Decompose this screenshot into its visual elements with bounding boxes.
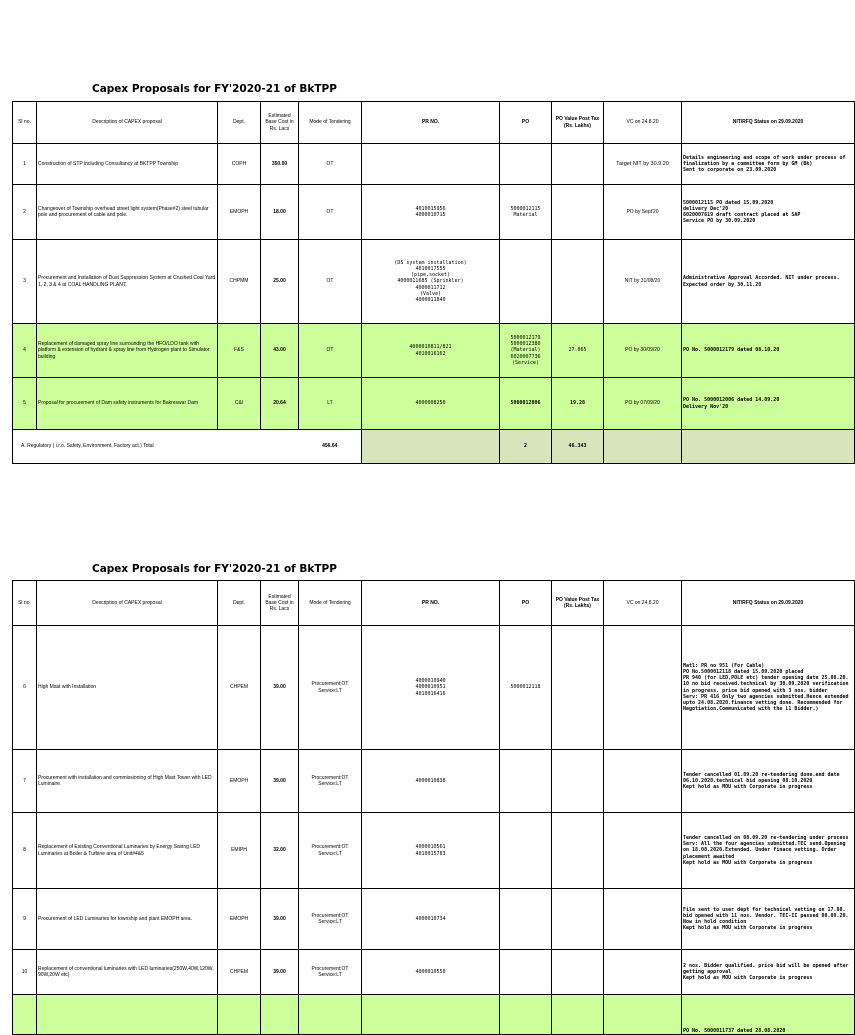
cell-po-value bbox=[552, 995, 604, 1035]
header-po-value: PO Value Post Tax (Rs. Lakhs) bbox=[552, 102, 604, 144]
header-description: Description of CAPEX proposal bbox=[37, 581, 218, 626]
header-cost: Estimated Base Cost in Rs. Lacs bbox=[261, 581, 299, 626]
cell-mode: OT bbox=[299, 324, 362, 378]
total-vc-blank bbox=[604, 430, 682, 464]
cell-nit-status: 2 nos. Bidder qualified. price bid will be opened after getting approval Kept hold as MOU with Corporate in progress bbox=[682, 950, 855, 995]
cell-cost bbox=[261, 995, 299, 1035]
cell-cost: 18.00 bbox=[261, 185, 299, 240]
cell-slno: 7 bbox=[13, 750, 37, 813]
cell-po bbox=[500, 995, 552, 1035]
cell-nit-status: Tender cancelled 01.09.20 re-tendering done.end date 06.10.2020.technical bid opening 08.10.2020 Kept hold as MOU with Corporate in progress bbox=[682, 750, 855, 813]
cell-cost: 43.00 bbox=[261, 324, 299, 378]
table-row bbox=[13, 378, 855, 430]
cell-po-value bbox=[552, 240, 604, 324]
cell-vc: PO by Sept'20 bbox=[604, 185, 682, 240]
header-slno: Sl no. bbox=[13, 102, 37, 144]
total-label: A. Regulatory ( i.r.o. Safety, Environment, Factory act.) Total bbox=[13, 430, 299, 464]
header-cost: Estimated Base Cost in Rs. Lacs bbox=[261, 102, 299, 144]
cell-po-value: 19.28 bbox=[552, 378, 604, 430]
header-nit-status: NIT/RFQ Status on 29.09.2020 bbox=[682, 102, 855, 144]
cell-pr-no: 4010015956 4000010715 bbox=[362, 185, 500, 240]
cell-vc bbox=[604, 813, 682, 889]
total-row bbox=[13, 430, 855, 464]
cell-cost: 39.00 bbox=[261, 750, 299, 813]
cell-vc bbox=[604, 750, 682, 813]
cell-nit-status: 5000012115 PO dated 15.09.2020 delivery Dec'20 6020007619 draft contract placed at SAP Service PO by 30.09.2020 bbox=[682, 185, 855, 240]
page-title: Capex Proposals for FY'2020-21 of BkTPP bbox=[92, 83, 337, 95]
cell-po-value bbox=[552, 889, 604, 950]
cell-nit-status: Tender cancelled on 08.09.20 re-tendering under process Serv: All the four agencies submitted.TEC send.Opening on 18.08.2020.Extended. Under finace vetting. Order placement awaited Kept hold as MOU with Corporate in progress bbox=[682, 813, 855, 889]
cell-description: Replacement of damaged spray line surrounding the HFO/LDO tank with platform & extension of hydrant & spray line from Hydrogen plant to Simulator building bbox=[37, 324, 218, 378]
cell-po-value bbox=[552, 144, 604, 185]
cell-cost: 25.00 bbox=[261, 240, 299, 324]
cell-po bbox=[500, 889, 552, 950]
cell-po-value bbox=[552, 185, 604, 240]
header-po: PO bbox=[500, 102, 552, 144]
total-po-value: 46.343 bbox=[552, 430, 604, 464]
cell-dept: C&I bbox=[218, 378, 261, 430]
cell-description: Procurement with installation and commissioning of High Mast Tower with LED Luminaire. bbox=[37, 750, 218, 813]
header-mode: Mode of Tendering bbox=[299, 581, 362, 626]
table-row bbox=[13, 626, 855, 750]
cell-nit-status: PO No. 5000012006 dated 14.09.20 Delivery Nov'20 bbox=[682, 378, 855, 430]
table-row bbox=[13, 889, 855, 950]
cell-vc: PO by 07/09/20 bbox=[604, 378, 682, 430]
table-row bbox=[13, 324, 855, 378]
cell-po-value: 27.065 bbox=[552, 324, 604, 378]
cell-pr-no: 4000010550 bbox=[362, 950, 500, 995]
cell-mode: LT bbox=[299, 378, 362, 430]
table-row bbox=[13, 995, 855, 1035]
cell-po: 5000012115 Material bbox=[500, 185, 552, 240]
cell-po: 5000012118 bbox=[500, 626, 552, 750]
cell-dept: COPH bbox=[218, 144, 261, 185]
cell-po bbox=[500, 950, 552, 995]
cell-pr-no bbox=[362, 144, 500, 185]
cell-dept bbox=[218, 995, 261, 1035]
header-slno: Sl no. bbox=[13, 581, 37, 626]
capex-table-2 bbox=[12, 580, 855, 1035]
header-pr-no: PR NO. bbox=[362, 581, 500, 626]
cell-nit-status: File sent to user dept for technical vetting on 17.08. bid opened with 11 nos. Vendor. TEC-II passed 08.09.20. Now in hold condition Kept hold as MOU with Corporate in progress bbox=[682, 889, 855, 950]
cell-dept: EMOPH bbox=[218, 750, 261, 813]
header-vc: VC on 24.8.20 bbox=[604, 581, 682, 626]
cell-slno: 6 bbox=[13, 626, 37, 750]
cell-pr-no: 4000010811/821 4010016162 bbox=[362, 324, 500, 378]
cell-cost: 32.00 bbox=[261, 813, 299, 889]
cell-description: Procurement and Installation of Dust Suppression System at Crushed Coal Yard 1, 2, 3 & 4 at COAL HANDLING PLANT. bbox=[37, 240, 218, 324]
cell-description: Replacement of conventional luminaries with LED luminaries(250W,40W,120W, 90W,20W etc) bbox=[37, 950, 218, 995]
cell-dept: F&S bbox=[218, 324, 261, 378]
cell-po bbox=[500, 750, 552, 813]
cell-pr-no: 4000010838 bbox=[362, 750, 500, 813]
cell-mode: Procurement:OT Service:LT bbox=[299, 950, 362, 995]
cell-vc bbox=[604, 626, 682, 750]
cell-slno: 8 bbox=[13, 813, 37, 889]
cell-description: Construction of STP including Consultancy at BKTPP Township bbox=[37, 144, 218, 185]
table-row bbox=[13, 750, 855, 813]
cell-description: Procurement of LED Luminaries for township and plant EMOPH area. bbox=[37, 889, 218, 950]
header-nit-status: NIT/RFQ Status on 29.09.2020 bbox=[682, 581, 855, 626]
table-row bbox=[13, 813, 855, 889]
header-description: Description of CAPEX proposal bbox=[37, 102, 218, 144]
cell-po-value bbox=[552, 626, 604, 750]
page-title-2: Capex Proposals for FY'2020-21 of BkTPP bbox=[92, 563, 337, 575]
cell-slno: 4 bbox=[13, 324, 37, 378]
cell-vc bbox=[604, 950, 682, 995]
cell-po-value bbox=[552, 750, 604, 813]
header-vc: VC on 24.8.20 bbox=[604, 102, 682, 144]
cell-description bbox=[37, 995, 218, 1035]
header-po: PO bbox=[500, 581, 552, 626]
cell-mode: OT bbox=[299, 240, 362, 324]
cell-pr-no: 4000008250 bbox=[362, 378, 500, 430]
cell-po bbox=[500, 144, 552, 185]
cell-mode: Procurement:OT Service:LT bbox=[299, 626, 362, 750]
cell-po: 5000012179 5000012380 (Material) 6020007736 (Service) bbox=[500, 324, 552, 378]
cell-cost: 39.00 bbox=[261, 626, 299, 750]
cell-slno: 3 bbox=[13, 240, 37, 324]
table-row bbox=[13, 950, 855, 995]
total-po-count: 2 bbox=[500, 430, 552, 464]
cell-nit-status: Details engineering and scope of work under process of finalization by a committee form by GM (Bk) Sent to corporate on 23.09.2020 bbox=[682, 144, 855, 185]
cell-dept: CHPEM bbox=[218, 950, 261, 995]
table-header-row bbox=[13, 581, 855, 626]
table-header-row bbox=[13, 102, 855, 144]
cell-cost: 350.00 bbox=[261, 144, 299, 185]
header-mode: Mode of Tendering bbox=[299, 102, 362, 144]
cell-po bbox=[500, 813, 552, 889]
cell-mode: Procurement:OT Service:LT bbox=[299, 813, 362, 889]
total-cost: 456.64 bbox=[299, 430, 362, 464]
table-row bbox=[13, 144, 855, 185]
cell-po bbox=[500, 240, 552, 324]
cell-slno: 10 bbox=[13, 950, 37, 995]
cell-dept: EMOPH bbox=[218, 185, 261, 240]
cell-mode bbox=[299, 995, 362, 1035]
cell-pr-no: 4000010734 bbox=[362, 889, 500, 950]
cell-description: Changeover of Township overhead street light system(Phase#2) steel tubular pole and procurement of cable and pole. bbox=[37, 185, 218, 240]
cell-slno: 2 bbox=[13, 185, 37, 240]
table-row bbox=[13, 185, 855, 240]
cell-pr-no: 4000010561 4010015783 bbox=[362, 813, 500, 889]
cell-dept: CHPEM bbox=[218, 626, 261, 750]
cell-description: Proposal for procurement of Dam safety instruments for Bakreswar Dam bbox=[37, 378, 218, 430]
cell-mode: OT bbox=[299, 185, 362, 240]
cell-slno: 1 bbox=[13, 144, 37, 185]
cell-po-value bbox=[552, 950, 604, 995]
cell-vc bbox=[604, 995, 682, 1035]
cell-nit-status: Matl: PR no 951 (For Cable) PO No.5000012118 dated 15.09.2020 placed PR 940 (for LED,POLE etc) tender opening date 25.08.20. 10 no bid received.technical by 30.09.2020 verification in progress. price bid opened with 3 nos. bidder Serv: PR 416 Only two agencies submitted.Hence extended upto 24.08.2020.finance vetting done. Recommended for Negotiation.Communicated with the L1 Bidder.) bbox=[682, 626, 855, 750]
cell-slno: 5 bbox=[13, 378, 37, 430]
cell-pr-no: (DS system installation) 4010017555 (pipe,socket) 4000011685 (Sprinkler) 4000011712 (Valve) 4000011840 bbox=[362, 240, 500, 324]
total-pr-blank bbox=[362, 430, 500, 464]
cell-cost: 20.64 bbox=[261, 378, 299, 430]
cell-pr-no: 4000010940 4000010951 4010016416 bbox=[362, 626, 500, 750]
cell-po: 5000012006 bbox=[500, 378, 552, 430]
header-po-value: PO Value Post Tax (Rs. Lakhs) bbox=[552, 581, 604, 626]
cell-dept: CHPMM bbox=[218, 240, 261, 324]
header-dept: Dept. bbox=[218, 102, 261, 144]
cell-nit-status: PO No. 5000011737 dated 28.08.2020 bbox=[682, 995, 855, 1035]
cell-dept: EMIPH bbox=[218, 813, 261, 889]
header-pr-no: PR NO. bbox=[362, 102, 500, 144]
table-row bbox=[13, 240, 855, 324]
cell-cost: 39.00 bbox=[261, 950, 299, 995]
cell-vc bbox=[604, 889, 682, 950]
total-nit-blank bbox=[682, 430, 855, 464]
cell-po-value bbox=[552, 813, 604, 889]
cell-description: High Mast with Installation bbox=[37, 626, 218, 750]
cell-pr-no bbox=[362, 995, 500, 1035]
cell-mode: OT bbox=[299, 144, 362, 185]
cell-mode: Procurement:OT Service:LT bbox=[299, 750, 362, 813]
cell-nit-status: Administrative Approval Accorded. NIT under process. Expected order by 30.11.20 bbox=[682, 240, 855, 324]
cell-nit-status: PO No. 5000012179 dated 08.10.20 bbox=[682, 324, 855, 378]
capex-table-1 bbox=[12, 101, 855, 464]
cell-dept: EMOPH bbox=[218, 889, 261, 950]
cell-slno: 9 bbox=[13, 889, 37, 950]
cell-vc: NIT by 31/08/20 bbox=[604, 240, 682, 324]
cell-vc: Target NIT by 30.9.20 bbox=[604, 144, 682, 185]
header-dept: Dept. bbox=[218, 581, 261, 626]
cell-mode: Procurement:OT Service:LT bbox=[299, 889, 362, 950]
cell-description: Replacement of Existing Conventional Luminaries by Energy Saving LED Luminaries at Boiler & Turbine area of Unit#4&5 bbox=[37, 813, 218, 889]
cell-cost: 39.00 bbox=[261, 889, 299, 950]
cell-vc: PO by 30/09/20 bbox=[604, 324, 682, 378]
cell-slno bbox=[13, 995, 37, 1035]
